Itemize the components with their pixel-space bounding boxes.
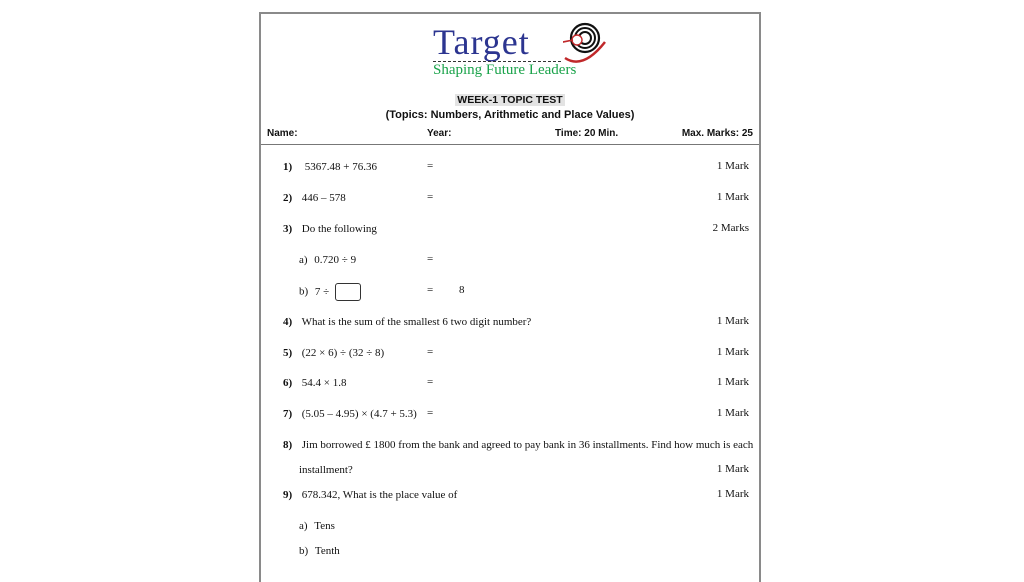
question-4: [283, 315, 531, 329]
question-9: [283, 488, 457, 502]
question-marks: 2 Marks: [712, 222, 749, 234]
year-label: Year:: [427, 128, 452, 139]
equals-sign: =: [427, 346, 434, 358]
question-text: 678.342, What is the place value of: [301, 489, 458, 501]
sub-label: b): [299, 545, 309, 557]
question-marks: 1 Mark: [716, 315, 749, 327]
question-marks: 1 Mark: [716, 463, 749, 475]
sub-label: a): [299, 254, 308, 266]
question-text: Do the following: [301, 223, 377, 235]
question-text: (22 × 6) ÷ (32 ÷ 8): [301, 347, 385, 359]
equals-sign: =: [427, 407, 434, 419]
equals-sign: =: [427, 191, 434, 203]
question-number: 6): [283, 377, 293, 389]
given-answer: 8: [459, 284, 465, 296]
sub-text: Tenth: [314, 545, 340, 557]
question-number: 2): [283, 192, 293, 204]
question-number: 9): [283, 489, 293, 501]
question-marks: 1 Mark: [716, 488, 749, 500]
question-number: 7): [283, 408, 293, 420]
sub-text: Tens: [314, 520, 335, 532]
sub-label: a): [299, 520, 308, 532]
question-marks: 1 Mark: [716, 407, 749, 419]
question-3b: [299, 283, 361, 301]
week-label: WEEK-1 TOPIC TEST: [457, 94, 563, 106]
equals-sign: =: [427, 284, 434, 296]
question-number: 4): [283, 316, 293, 328]
question-5: [283, 346, 384, 360]
question-3a: [299, 253, 356, 267]
test-paper: [259, 12, 761, 582]
question-text: Jim borrowed £ 1800 from the bank and agreed to pay bank in 36 installments. Find how much is each: [301, 439, 754, 451]
sub-text: 7 ÷: [314, 285, 330, 298]
test-topics: (Topics: Numbers, Arithmetic and Place Values): [385, 109, 635, 121]
question-2: [283, 191, 346, 205]
question-number: 3): [283, 223, 293, 235]
question-text: 446 – 578: [301, 192, 346, 204]
equals-sign: =: [427, 253, 434, 265]
question-1: [283, 160, 377, 174]
question-marks: 1 Mark: [716, 160, 749, 172]
question-number: 8): [283, 439, 293, 451]
logo-tagline: Shaping Future Leaders: [433, 62, 577, 78]
question-text: 54.4 × 1.8: [301, 377, 347, 389]
logo-wordmark: Target: [433, 22, 530, 62]
sub-text: 0.720 ÷ 9: [314, 254, 357, 266]
question-marks: 1 Mark: [716, 191, 749, 203]
name-label: Name:: [267, 128, 298, 139]
question-number: 1): [283, 161, 293, 173]
question-8-continued: installment?: [299, 464, 353, 476]
question-text: What is the sum of the smallest 6 two digit number?: [301, 316, 532, 328]
sub-label: b): [299, 285, 309, 298]
equals-sign: =: [427, 160, 434, 172]
target-icon: [563, 22, 609, 66]
question-9b: [299, 544, 340, 558]
time-label: Time: 20 Min.: [555, 128, 619, 139]
question-9a: [299, 519, 335, 533]
question-number: 5): [283, 347, 293, 359]
question-text: 5367.48 + 76.36: [304, 161, 377, 173]
question-8: [283, 438, 753, 452]
header-divider: [261, 144, 759, 145]
question-text: (5.05 – 4.95) × (4.7 + 5.3): [301, 408, 417, 420]
test-title: [261, 94, 759, 106]
target-logo: [433, 18, 613, 82]
question-7: [283, 407, 417, 421]
question-marks: 1 Mark: [716, 346, 749, 358]
meta-row: [267, 128, 753, 144]
question-marks: 1 Mark: [716, 376, 749, 388]
answer-box[interactable]: [335, 283, 361, 301]
question-6: [283, 376, 346, 390]
max-marks-label: Max. Marks: 25: [681, 128, 753, 139]
question-3: [283, 222, 377, 236]
equals-sign: =: [427, 376, 434, 388]
